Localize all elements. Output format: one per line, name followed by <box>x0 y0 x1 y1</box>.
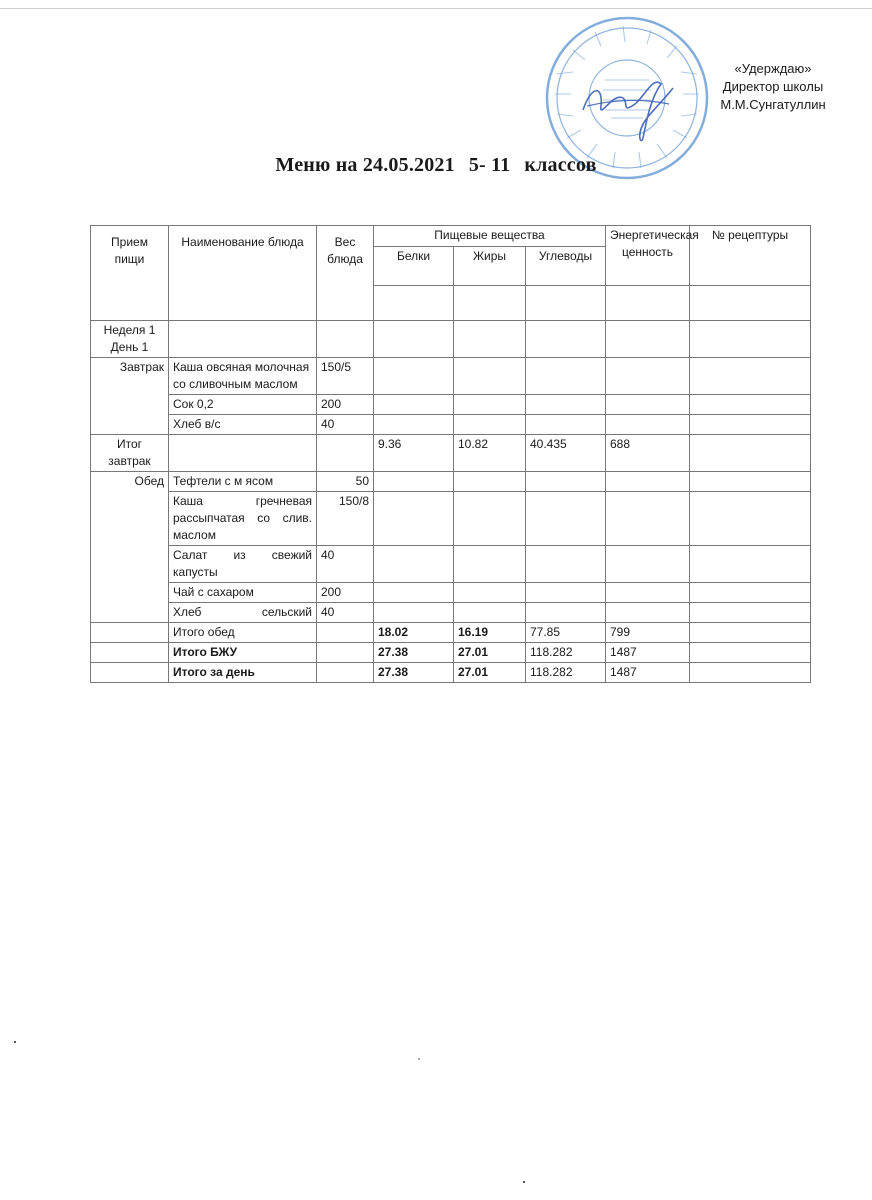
breakfast-total-row <box>91 435 811 472</box>
table-row <box>91 583 811 603</box>
bju-total-row <box>91 643 811 663</box>
lunch-label: Обед <box>91 472 169 623</box>
dish-weight: 40 <box>317 546 374 583</box>
bju-total-carbs: 118.282 <box>526 643 606 663</box>
breakfast-total-fats: 10.82 <box>454 435 526 472</box>
lunch-total-row <box>91 623 811 643</box>
lunch-total-proteins: 18.02 <box>374 623 454 643</box>
breakfast-total-proteins: 9.36 <box>374 435 454 472</box>
header-row <box>91 226 811 247</box>
day-total-energy: 1487 <box>606 663 690 683</box>
header-recipe: № рецептуры <box>690 226 811 286</box>
title-grades: 5- 11 <box>468 154 511 176</box>
bju-total-energy: 1487 <box>606 643 690 663</box>
week-day-row <box>91 321 811 358</box>
table-row <box>91 415 811 435</box>
page-title <box>0 154 872 177</box>
breakfast-total-label: Итог завтрак <box>91 435 169 472</box>
lunch-total-carbs: 77.85 <box>526 623 606 643</box>
dish-weight: 150/8 <box>317 492 374 546</box>
bju-total-fats: 27.01 <box>454 643 526 663</box>
dish-name: Чай с сахаром <box>169 583 317 603</box>
dish-weight: 150/5 <box>317 358 374 395</box>
lunch-total-label: Итого обед <box>169 623 317 643</box>
approval-line-1: «Удерждаю» <box>734 61 812 76</box>
approval-line-2: Директор школы <box>722 79 824 94</box>
header-dish: Наименование блюда <box>169 226 317 321</box>
dish-name: Хлеб сельский <box>169 603 317 623</box>
approval-line-3: М.М.Сунгатуллин <box>720 97 826 112</box>
header-meal: Прием пищи <box>91 226 169 321</box>
breakfast-label: Завтрак <box>91 358 169 435</box>
dish-weight: 200 <box>317 583 374 603</box>
dish-weight: 40 <box>317 415 374 435</box>
dish-name: Каша овсяная молочная со сливочным маслом <box>169 358 317 395</box>
approval-block <box>678 60 868 114</box>
dish-weight: 40 <box>317 603 374 623</box>
title-menu-date: Меню на 24.05.2021 <box>275 154 455 176</box>
scan-speck <box>523 1181 525 1183</box>
dish-name: Тефтели с м ясом <box>169 472 317 492</box>
menu-table <box>90 225 811 683</box>
header-proteins: Белки <box>374 247 454 286</box>
title-classes: классов <box>524 154 597 176</box>
table-row <box>91 472 811 492</box>
day-total-label: Итого за день <box>169 663 317 683</box>
dish-name: Сок 0,2 <box>169 395 317 415</box>
table-row <box>91 492 811 546</box>
header-fats: Жиры <box>454 247 526 286</box>
day-total-proteins: 27.38 <box>374 663 454 683</box>
table-row <box>91 358 811 395</box>
week-day-label: Неделя 1 День 1 <box>91 321 169 358</box>
scan-speck <box>14 1041 16 1043</box>
header-weight: Вес блюда <box>317 226 374 321</box>
day-total-fats: 27.01 <box>454 663 526 683</box>
header-nutrients: Пищевые вещества <box>374 226 606 247</box>
dish-weight: 50 <box>317 472 374 492</box>
dish-name: Каша гречневая рассыпчатая со слив. маслом <box>169 492 317 546</box>
header-carbs: Углеводы <box>526 247 606 286</box>
dish-weight: 200 <box>317 395 374 415</box>
scan-top-edge <box>0 8 872 9</box>
breakfast-total-carbs: 40.435 <box>526 435 606 472</box>
header-energy: Энергетическая ценность <box>606 226 690 286</box>
bju-total-proteins: 27.38 <box>374 643 454 663</box>
table-row <box>91 603 811 623</box>
scan-speck <box>418 1058 420 1060</box>
day-total-carbs: 118.282 <box>526 663 606 683</box>
breakfast-total-energy: 688 <box>606 435 690 472</box>
dish-name: Салат из свежий капусты <box>169 546 317 583</box>
table-row <box>91 546 811 583</box>
bju-total-label: Итого БЖУ <box>169 643 317 663</box>
dish-name: Хлеб в/с <box>169 415 317 435</box>
day-total-row <box>91 663 811 683</box>
lunch-total-fats: 16.19 <box>454 623 526 643</box>
lunch-total-energy: 799 <box>606 623 690 643</box>
table-row <box>91 395 811 415</box>
